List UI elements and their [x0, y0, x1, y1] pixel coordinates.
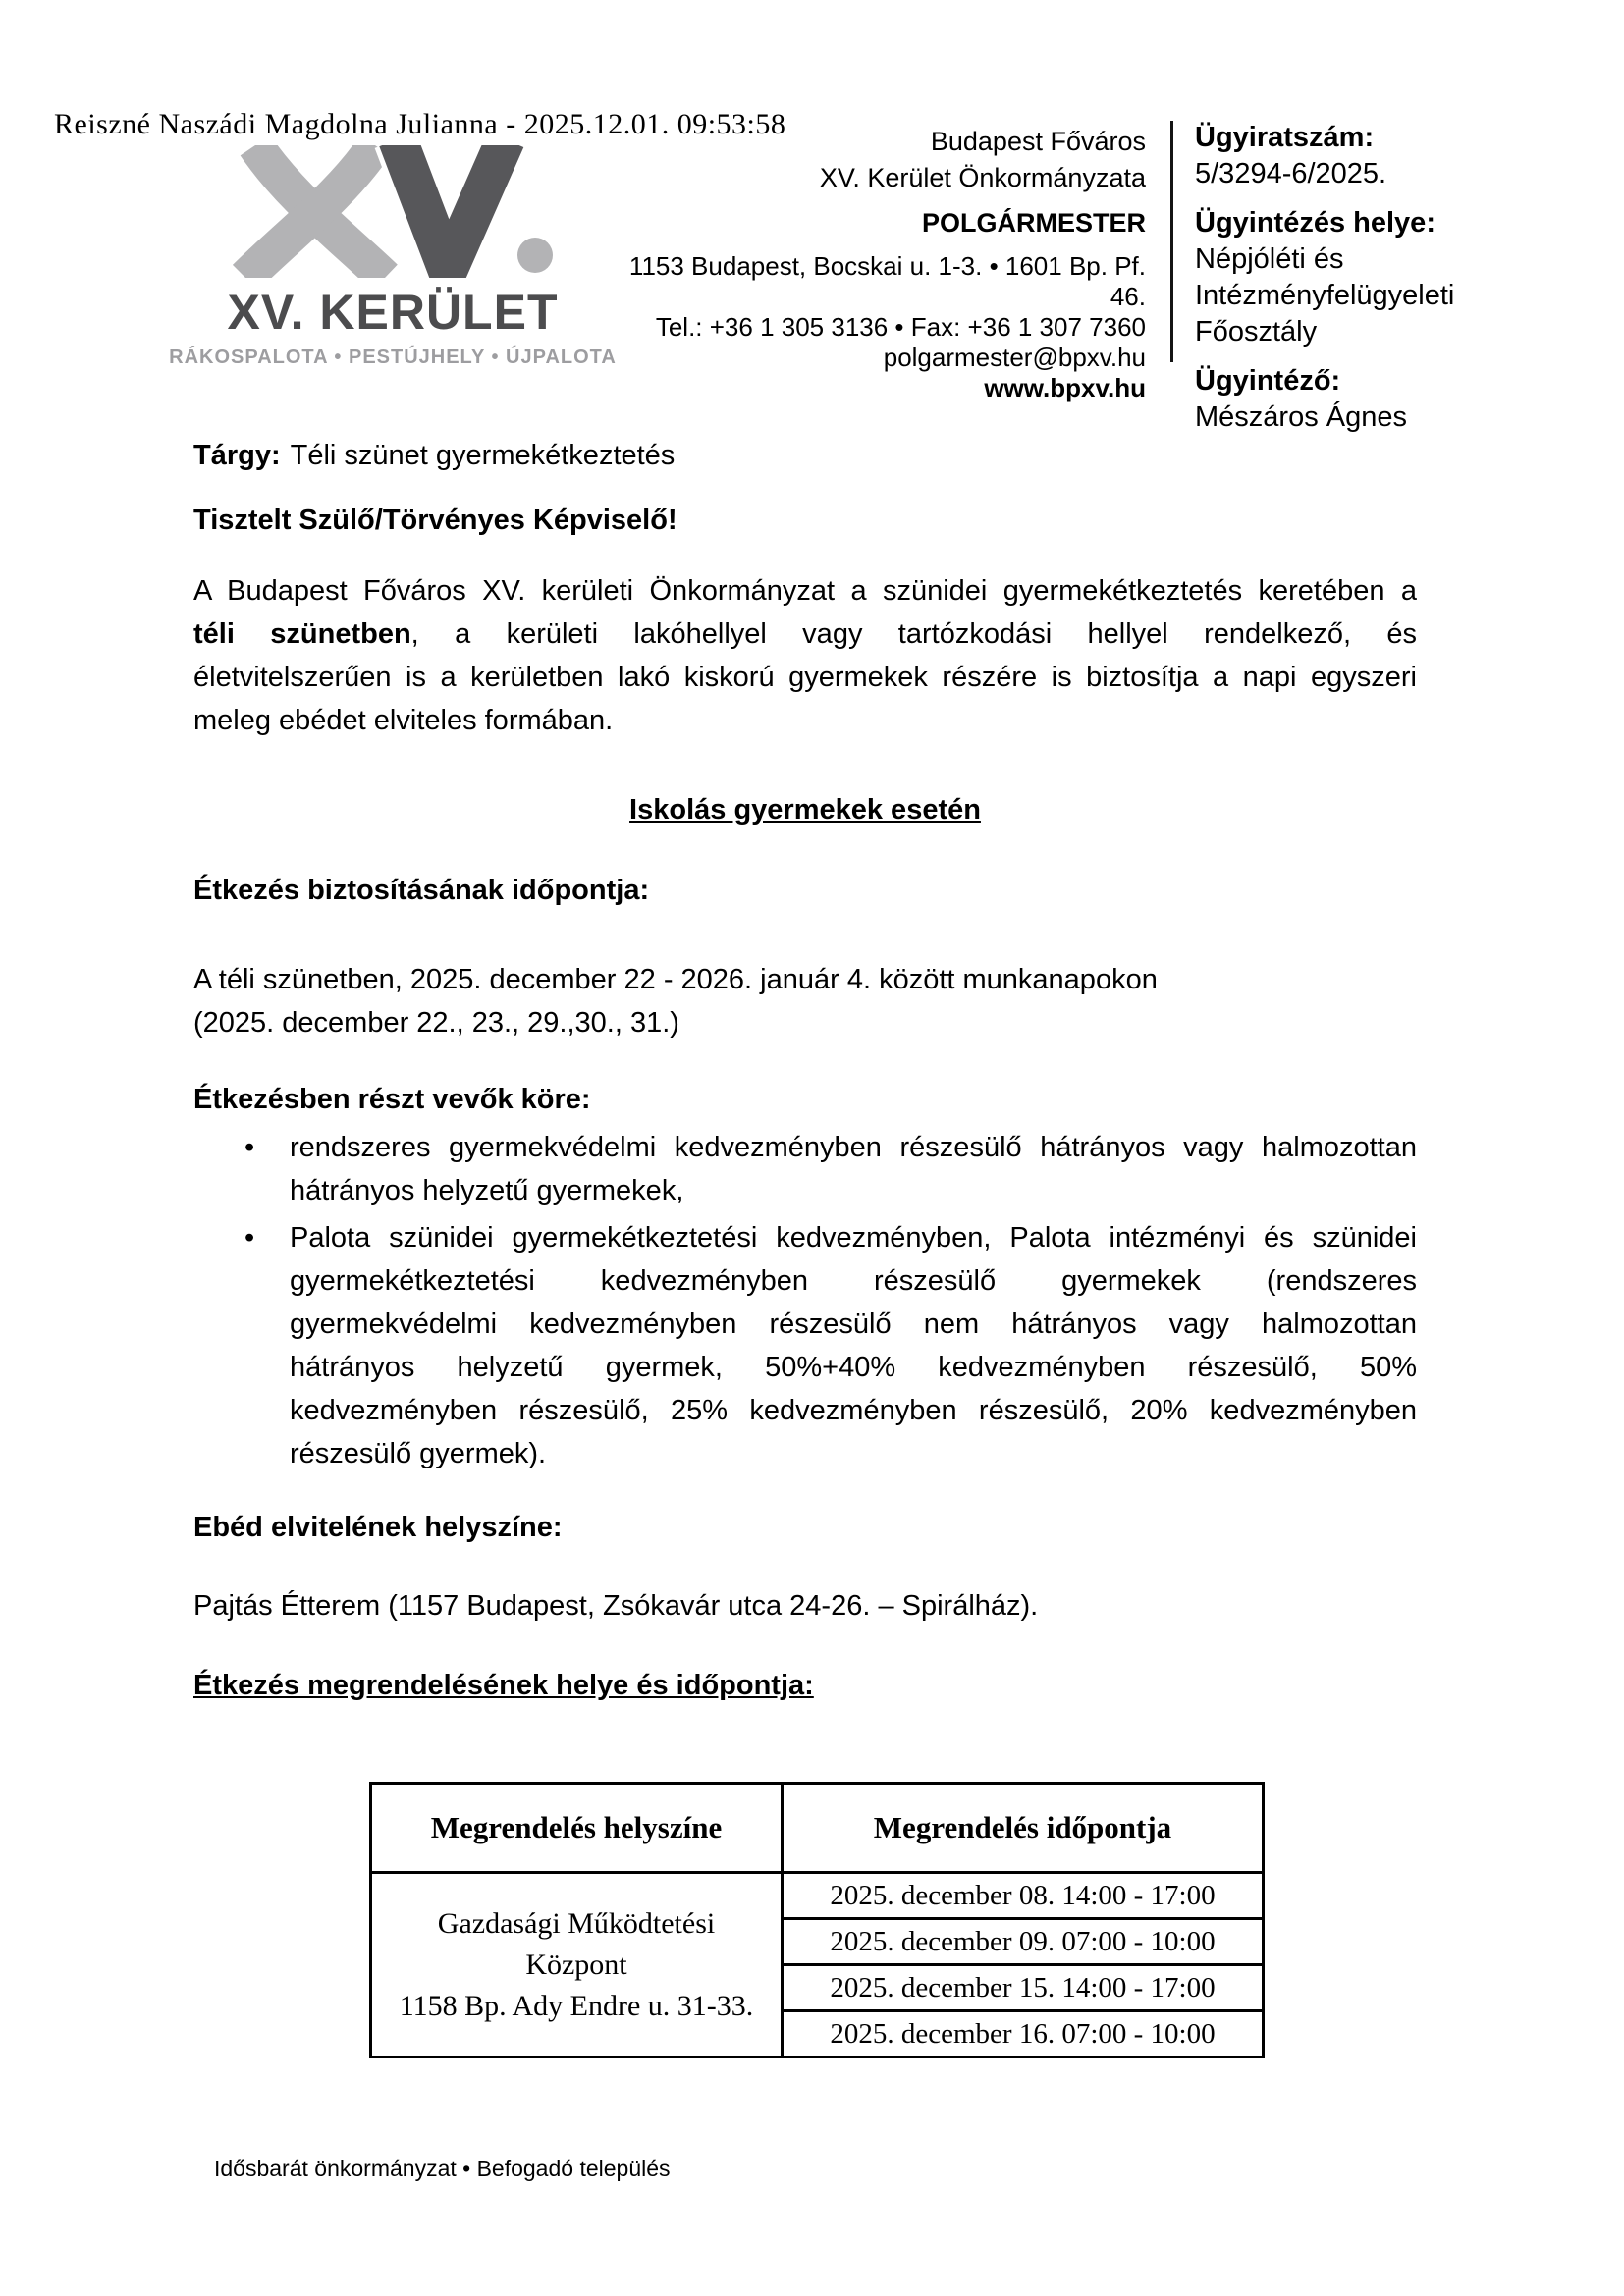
bullet2-line3: gyermekvédelmi kedvezményben részesülő nem hátrányos vagy halmozottan: [290, 1308, 1417, 1340]
subject-label: Tárgy:: [193, 440, 281, 471]
intro-paragraph: [193, 569, 1417, 742]
list-item: [193, 1126, 1417, 1212]
district-logo: [128, 145, 658, 369]
pickup-heading: Ebéd elvitelének helyszíne:: [193, 1512, 563, 1543]
participants-heading: Étkezésben részt vevők köre:: [193, 1084, 591, 1115]
bullet1-line2: hátrányos helyzetű gyermekek,: [290, 1175, 684, 1206]
office-label: Ügyintézés helye:: [1195, 207, 1435, 239]
org-name-line2: XV. Kerület Önkormányzata: [819, 163, 1146, 192]
logo-dot: [517, 238, 553, 273]
bullet2-line5: kedvezményben részesülő, 25% kedvezményben részesülő, 20% kedvezményben: [290, 1395, 1417, 1426]
timing-paragraph: [193, 958, 1417, 1044]
timing-heading: Étkezés biztosításának időpontja:: [193, 875, 650, 906]
location-cell: [371, 1873, 783, 2057]
order-table: [369, 1782, 1265, 2058]
org-address: 1153 Budapest, Bocskai u. 1-3. • 1601 Bp. Pf. 46.: [628, 251, 1146, 311]
column-header-time: Megrendelés időpontja: [783, 1784, 1264, 1873]
intro-line2-bold: téli szünetben: [193, 618, 411, 650]
bullet2-line4: hátrányos helyzetű gyermek, 50%+40% kedvezményben részesülő, 50%: [290, 1352, 1417, 1383]
intro-line2: [193, 613, 1417, 656]
org-email: polgarmester@bpxv.hu: [883, 343, 1146, 372]
org-role: POLGÁRMESTER: [921, 208, 1146, 238]
table-row: [371, 1873, 1264, 1919]
xv-logo-mark: [231, 145, 555, 278]
section-heading: Iskolás gyermekek esetén: [629, 794, 981, 826]
location-line2: Központ: [525, 1948, 627, 1981]
location-line1: Gazdasági Működtetési: [437, 1906, 716, 1940]
logo-tagline: RÁKOSPALOTA • PESTÚJHELY • ÚJPALOTA: [169, 347, 617, 368]
signature-stamp: Reiszné Naszádi Magdolna Julianna - 2025.12.01. 09:53:58: [54, 108, 786, 140]
pickup-location: Pajtás Étterem (1157 Budapest, Zsókavár utca 24-26. – Spirálház).: [193, 1590, 1039, 1622]
clerk-value: Mészáros Ágnes: [1195, 401, 1407, 433]
column-header-location: Megrendelés helyszíne: [371, 1784, 783, 1873]
time-slot-cell: 2025. december 16. 07:00 - 10:00: [783, 2011, 1264, 2057]
header-case-block: [1195, 120, 1607, 436]
header-divider: [1170, 121, 1173, 362]
bullet2-line6: részesülő gyermek).: [290, 1438, 547, 1469]
logo-title: XV. KERÜLET: [227, 285, 559, 340]
header-org-block: [609, 124, 1146, 403]
bullet1-line1: rendszeres gyermekvédelmi kedvezményben részesülő hátrányos vagy halmozottan: [290, 1132, 1417, 1163]
subject-value: Téli szünet gyermekétkeztetés: [290, 440, 676, 471]
clerk-label: Ügyintéző:: [1195, 365, 1341, 397]
intro-line3: életvitelszerűen is a kerületben lakó kiskorú gyermekek részére is biztosítja a napi egyszeri: [193, 662, 1417, 693]
bullet2-line1: Palota szünidei gyermekétkeztetési kedvezményben, Palota intézményi és szünidei: [290, 1222, 1417, 1254]
list-item: [193, 1216, 1417, 1475]
timing-line1: A téli szünetben, 2025. december 22 - 2026. január 4. között munkanapokon: [193, 964, 1158, 995]
bullet-icon: •: [244, 1222, 255, 1254]
location-line3: 1158 Bp. Ady Endre u. 31-33.: [399, 1989, 754, 2022]
bullet2-line2: gyermekétkeztetési kedvezményben részesülő gyermekek (rendszeres: [290, 1265, 1417, 1297]
office-line2: Intézményfelügyeleti: [1195, 280, 1455, 311]
timing-line2: (2025. december 22., 23., 29.,30., 31.): [193, 1007, 679, 1039]
time-slot-cell: 2025. december 15. 14:00 - 17:00: [783, 1965, 1264, 2011]
subject-line: [193, 440, 1417, 472]
order-heading: Étkezés megrendelésének helye és időpontja:: [193, 1670, 814, 1701]
case-number-value: 5/3294-6/2025.: [1195, 158, 1387, 189]
intro-line4: meleg ebédet elviteles formában.: [193, 705, 614, 736]
office-line1: Népjóléti és: [1195, 243, 1344, 275]
salutation: Tisztelt Szülő/Törvényes Képviselő!: [193, 505, 677, 536]
bullet-icon: •: [244, 1132, 255, 1163]
intro-line1: A Budapest Főváros XV. kerületi Önkormányzat a szünidei gyermekétkeztetés keretében a: [193, 575, 1417, 607]
time-slot-cell: 2025. december 08. 14:00 - 17:00: [783, 1873, 1264, 1919]
org-website: www.bpxv.hu: [984, 373, 1146, 402]
org-name-line1: Budapest Főváros: [930, 127, 1146, 156]
order-schedule-table: [369, 1782, 1265, 2058]
case-number-label: Ügyiratszám:: [1195, 122, 1375, 153]
participants-list: [193, 1126, 1417, 1475]
table-header-row: [371, 1784, 1264, 1873]
office-line3: Főosztály: [1195, 316, 1318, 347]
intro-line2-rest: , a kerületi lakóhellyel vagy tartózkodási hellyel rendelkező, és: [410, 618, 1417, 650]
footer-motto: Idősbarát önkormányzat • Befogadó település: [214, 2156, 671, 2181]
time-slot-cell: 2025. december 09. 07:00 - 10:00: [783, 1919, 1264, 1965]
org-phone-fax: Tel.: +36 1 305 3136 • Fax: +36 1 307 7360: [655, 312, 1146, 342]
